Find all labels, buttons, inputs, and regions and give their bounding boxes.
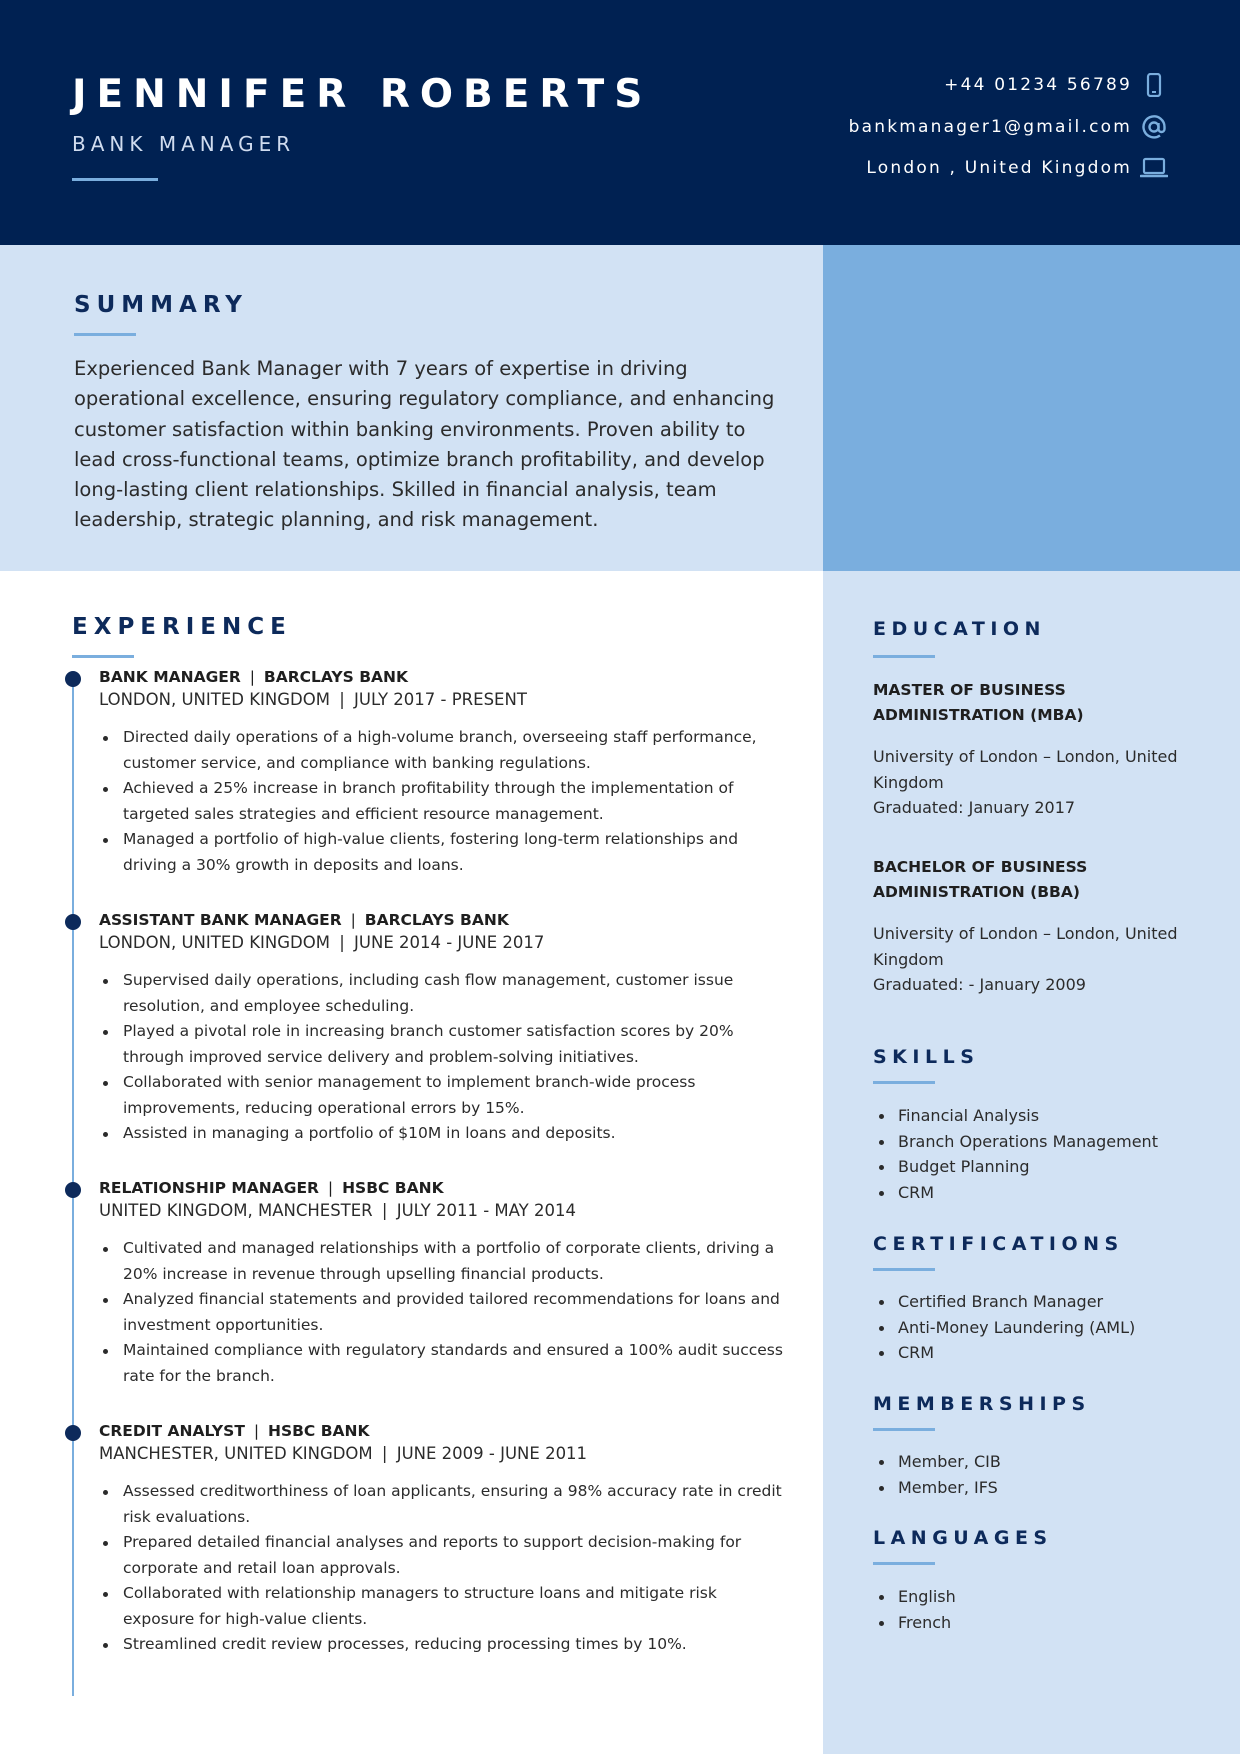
job-title: CREDIT ANALYST | HSBC BANK [99,1422,370,1440]
contact-email [849,112,1132,142]
location-text: London , United Kingdom [866,158,1132,178]
phone-text: +44 01234 56789 [944,75,1132,95]
job-meta: LONDON, UNITED KINGDOM | JULY 2017 - PRESENT [99,690,527,709]
degree-graduated: Graduated: January 2017 [873,798,1076,817]
degree-name: MASTER OF BUSINESS ADMINISTRATION (MBA) [873,681,1084,724]
memberships-heading: MEMBERSHIPS [873,1393,1091,1415]
skills-list [873,1103,1193,1205]
header-divider [72,178,158,181]
certification-item: Certified Branch Manager [873,1289,1193,1315]
languages-divider [873,1562,935,1565]
job-meta: LONDON, UNITED KINGDOM | JUNE 2014 - JUNE 2017 [99,933,545,952]
skill-item: Financial Analysis [873,1103,1193,1129]
phone-icon [1140,72,1168,98]
language-item: English [873,1584,1193,1610]
skill-item: CRM [873,1180,1193,1206]
education-heading: EDUCATION [873,618,1046,640]
job-bullets [99,1236,789,1389]
job-meta: MANCHESTER, UNITED KINGDOM | JUNE 2009 - JUNE 2011 [99,1444,588,1463]
job-bullet: Played a pivotal role in increasing branch customer satisfaction scores by 20% through improved service delivery and problem-solving initiatives. [99,1019,789,1070]
job-bullets [99,725,789,878]
languages-heading: LANGUAGES [873,1527,1053,1549]
languages-list [873,1584,1193,1635]
job-entry [99,1177,789,1389]
email-text: bankmanager1@gmail.com [848,117,1132,137]
certifications-list [873,1289,1193,1366]
experience-divider [72,655,134,658]
degree-name: BACHELOR OF BUSINESS ADMINISTRATION (BBA) [873,858,1088,901]
degree-entry [873,855,1193,998]
summary-heading: SUMMARY [74,292,248,318]
job-bullet: Achieved a 25% increase in branch profitability through the implementation of targeted sales strategies and efficient resource management. [99,776,789,827]
experience-heading: EXPERIENCE [72,614,292,640]
education-divider [873,655,935,658]
degree-school: University of London – London, United Kingdom [873,747,1178,792]
skill-item: Budget Planning [873,1154,1193,1180]
certifications-heading: CERTIFICATIONS [873,1233,1124,1255]
contact-location [866,153,1132,183]
skill-item: Branch Operations Management [873,1129,1193,1155]
language-item: French [873,1610,1193,1636]
summary-divider [74,333,136,336]
candidate-name: JENNIFER ROBERTS [72,72,653,117]
job-bullet: Collaborated with relationship managers to structure loans and mitigate risk exposure for high-value clients. [99,1581,789,1632]
summary-text: Experienced Bank Manager with 7 years of expertise in driving operational excellence, ensuring regulatory compliance, and enhancing customer satisfaction within banking environments. Proven ability to lead cross-functional teams, optimize branch profitability, and develop long-lasting client relationships. Skilled in financial analysis, team leadership, strategic planning, and risk management. [74,357,775,532]
job-bullet: Analyzed financial statements and provided tailored recommendations for loans and investment opportunities. [99,1287,789,1338]
job-bullet: Maintained compliance with regulatory standards and ensured a 100% audit success rate for the branch. [99,1338,789,1389]
job-bullet: Assessed creditworthiness of loan applicants, ensuring a 98% accuracy rate in credit risk evaluations. [99,1479,789,1530]
timeline-dot [65,914,81,930]
contact-phone [944,70,1132,100]
job-title: RELATIONSHIP MANAGER | HSBC BANK [99,1179,444,1197]
certification-item: Anti-Money Laundering (AML) [873,1315,1193,1341]
degree-entry [873,678,1193,821]
skills-divider [873,1081,935,1084]
job-bullet: Supervised daily operations, including cash flow management, customer issue resolution, and employee scheduling. [99,968,789,1019]
memberships-divider [873,1428,935,1431]
job-bullets [99,968,789,1147]
job-title: ASSISTANT BANK MANAGER | BARCLAYS BANK [99,911,509,929]
degree-graduated: Graduated: - January 2009 [873,975,1086,994]
job-entry [99,1420,789,1658]
timeline-dot [65,1182,81,1198]
timeline-dot [65,671,81,687]
job-title: BANK MANAGER | BARCLAYS BANK [99,668,408,686]
job-bullet: Cultivated and managed relationships with a portfolio of corporate clients, driving a 20% increase in revenue through upselling financial products. [99,1236,789,1287]
job-bullet: Prepared detailed financial analyses and reports to support decision-making for corporate and retail loan approvals. [99,1530,789,1581]
job-bullet: Collaborated with senior management to implement branch-wide process improvements, reducing operational errors by 15%. [99,1070,789,1121]
job-bullets [99,1479,789,1658]
degree-school: University of London – London, United Kingdom [873,924,1178,969]
laptop-icon [1140,155,1168,181]
job-meta: UNITED KINGDOM, MANCHESTER | JULY 2011 - MAY 2014 [99,1201,576,1220]
membership-item: Member, IFS [873,1475,1193,1501]
job-entry [99,666,789,878]
job-entry [99,909,789,1147]
certifications-divider [873,1268,935,1271]
job-bullet: Assisted in managing a portfolio of $10M in loans and deposits. [99,1121,789,1147]
memberships-list [873,1449,1193,1500]
job-bullet: Streamlined credit review processes, reducing processing times by 10%. [99,1632,789,1658]
skills-heading: SKILLS [873,1046,980,1068]
candidate-title: BANK MANAGER [72,132,296,156]
job-bullet: Directed daily operations of a high-volume branch, overseeing staff performance, customer service, and compliance with banking regulations. [99,725,789,776]
at-sign-icon [1140,114,1168,140]
membership-item: Member, CIB [873,1449,1193,1475]
certification-item: CRM [873,1340,1193,1366]
job-bullet: Managed a portfolio of high-value clients, fostering long-term relationships and driving a 30% growth in deposits and loans. [99,827,789,878]
timeline-dot [65,1425,81,1441]
accent-block [823,245,1240,571]
